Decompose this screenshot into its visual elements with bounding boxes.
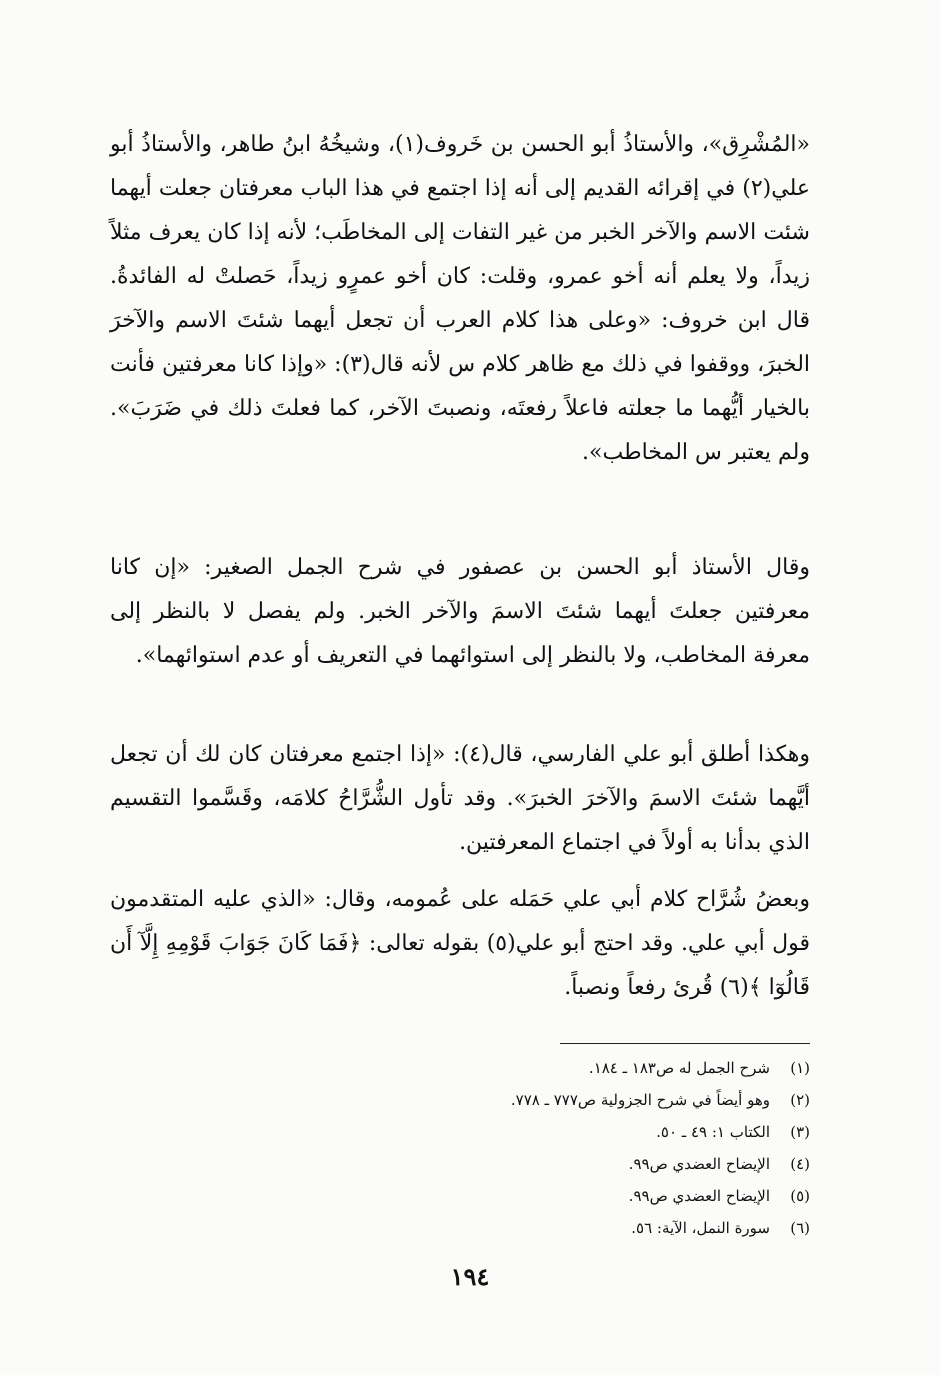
footnote-text: شرح الجمل له ص١٨٣ ـ ١٨٤. <box>588 1059 770 1077</box>
footnote-item <box>330 1084 810 1116</box>
footnote-separator <box>560 1043 810 1044</box>
footnote-item <box>330 1116 810 1148</box>
footnote-number: (٢) <box>790 1091 810 1109</box>
footnote-number: (٦) <box>790 1219 810 1237</box>
footnote-text: الإيضاح العضدي ص٩٩. <box>628 1187 770 1205</box>
footnote-text: الإيضاح العضدي ص٩٩. <box>628 1155 770 1173</box>
body-paragraph-3: وهكذا أطلق أبو علي الفارسي، قال(٤): «إذا اجتمع معرفتان كان لك أن تجعل أيَّهما شئتَ الاسمَ والآخرَ الخبرَ». وقد تأول الشُّرَّاحُ كلامَه، وقَسَّموا التقسيم الذي بدأنا به أولاً في اجتماع المعرفتين. <box>110 742 810 855</box>
footnotes-list <box>330 1052 810 1244</box>
body-paragraph-2: وقال الأستاذ أبو الحسن بن عصفور في شرح الجمل الصغير: «إن كانا معرفتين جعلتَ أيهما شئتَ الاسمَ والآخر الخبر. ولم يفصل لا بالنظر إلى معرفة المخاطب، ولا بالنظر إلى استوائهما في التعريف أو عدم استوائهما». <box>110 555 810 668</box>
footnote-number: (٥) <box>790 1187 810 1205</box>
footnote-number: (٤) <box>790 1155 810 1173</box>
page-number: ١٩٤ <box>450 1262 490 1291</box>
footnote-item <box>330 1180 810 1212</box>
footnote-text: وهو أيضاً في شرح الجزولية ص٧٧٧ ـ ٧٧٨. <box>510 1091 770 1109</box>
footnote-number: (٣) <box>790 1123 810 1141</box>
footnote-item <box>330 1148 810 1180</box>
footnote-text: الكتاب ١: ٤٩ ـ ٥٠. <box>656 1123 770 1141</box>
footnote-item <box>330 1052 810 1084</box>
body-paragraph-1: «المُشْرِق»، والأستاذُ أبو الحسن بن خَروف(١)، وشيخُهُ ابنُ طاهر، والأستاذُ أبو علي(٢) في إقرائه القديم إلى أنه إذا اجتمع في هذا الباب معرفتان جعلت أيهما شئت الاسم والآخر الخبر من غير التفات إلى المخاطَب؛ لأنه إذا كان يعرف مثلاً زيداً، ولا يعلم أنه أخو عمرو، وقلت: كان أخو عمرٍو زيداً، حَصلتْ له الفائدةُ. قال ابن خروف: «وعلى هذا كلام العرب أن تجعل أيهما شئتَ الاسم والآخرَ الخبرَ، ووقفوا في ذلك مع ظاهر كلام س لأنه قال(٣): «وإذا كانا معرفتين فأنت بالخيار أيُّهما ما جعلته فاعلاً رفعتَه، ونصبتَ الآخر، كما فعلتَ ذلك في ضَرَبَ». ولم يعتبر س المخاطب». <box>110 132 811 465</box>
footnote-number: (١) <box>790 1059 810 1077</box>
footnote-item <box>330 1212 810 1244</box>
footnote-text: سورة النمل، الآية: ٥٦. <box>631 1219 770 1237</box>
body-paragraph-4: وبعضُ شُرَّاح كلام أبي علي حَمَله على عُمومه، وقال: «الذي عليه المتقدمون قول أبي علي. وقد احتج أبو علي(٥) بقوله تعالى: ﴿فَمَا كَانَ جَوَابَ قَوْمِهِ إِلَّآ أَن قَالُوٓا ﴾(٦) قُرئ رفعاً ونصباً. <box>110 887 810 1000</box>
